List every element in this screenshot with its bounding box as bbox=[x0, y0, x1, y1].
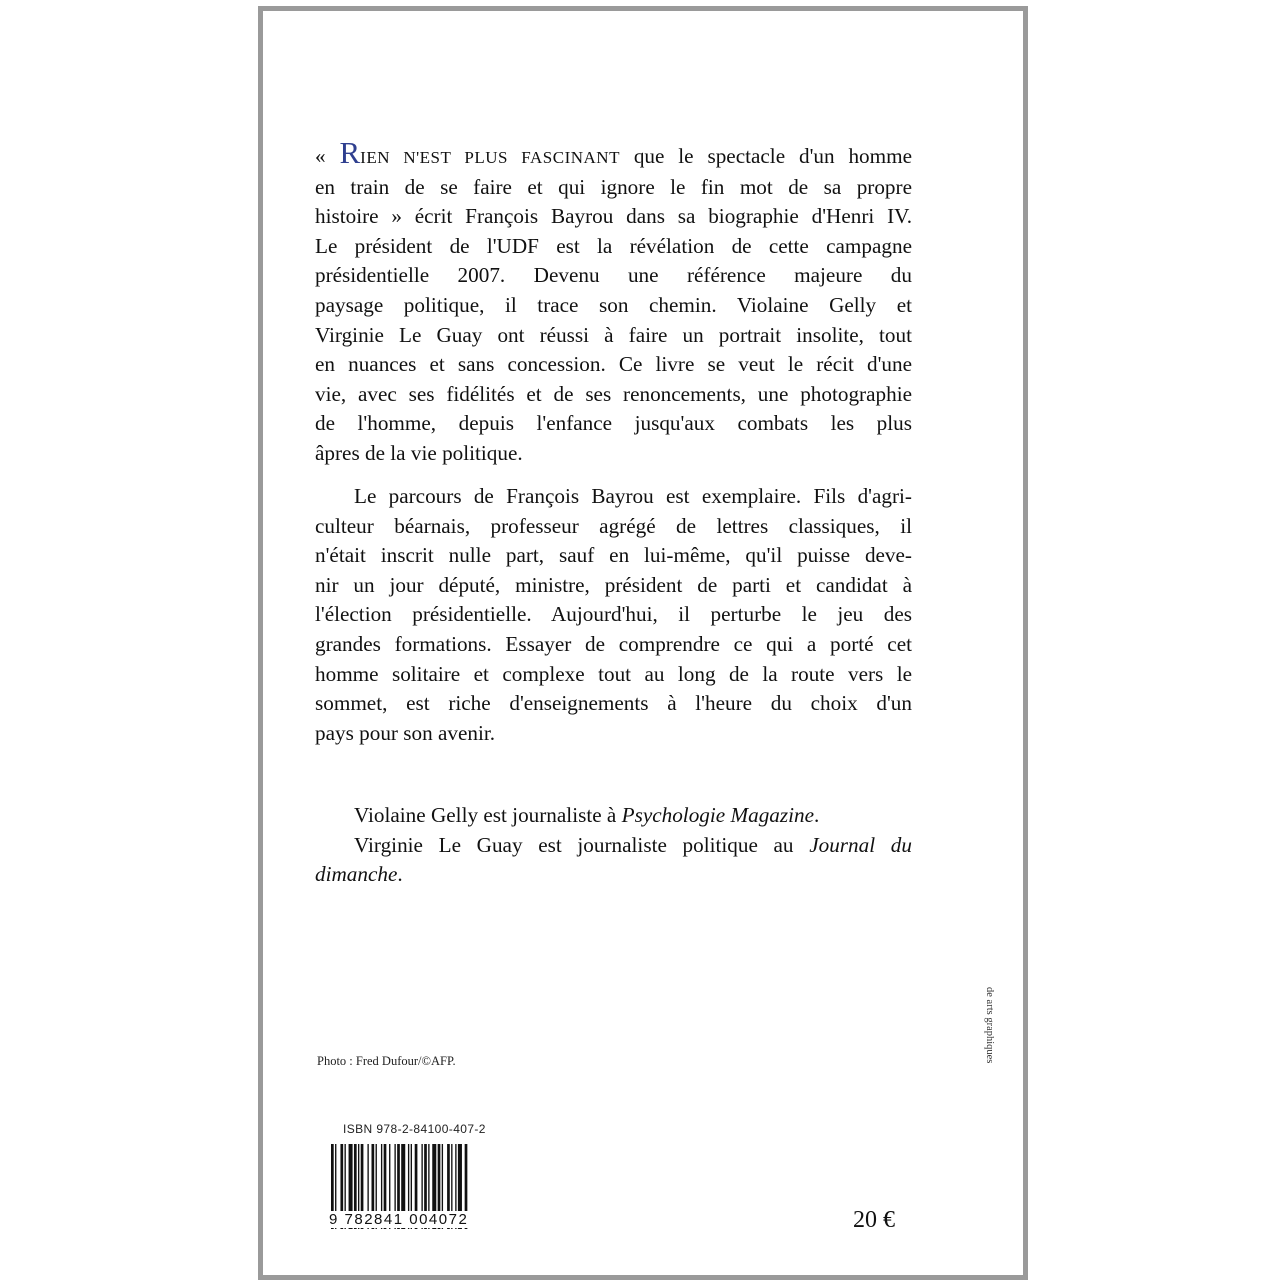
authors-paragraph bbox=[315, 801, 912, 890]
body-line: nir un jour député, ministre, président de parti et candidat à bbox=[315, 572, 912, 597]
intro-line: vie, avec ses fidélités et de ses renoncements, une photographie bbox=[315, 381, 912, 406]
side-credit: de arts graphiques bbox=[984, 987, 995, 1064]
author-leguay-line-2 bbox=[315, 860, 912, 890]
intro-line: présidentielle 2007. Devenu une référence majeure du bbox=[315, 263, 912, 288]
book-back-cover bbox=[258, 6, 1028, 1280]
publication-dimanche: dimanche bbox=[315, 862, 398, 887]
intro-line: histoire » écrit François Bayrou dans sa biographie d'Henri IV. bbox=[315, 204, 912, 229]
drop-cap: R bbox=[339, 135, 361, 170]
body-line: homme solitaire et complexe tout au long de la route vers le bbox=[315, 661, 912, 686]
body-line: n'était inscrit nulle part, sauf en lui-même, qu'il puisse deve- bbox=[315, 543, 912, 568]
open-quote: « bbox=[315, 144, 340, 168]
intro-line: en nuances et sans concession. Ce livre se veut le récit d'une bbox=[315, 352, 912, 377]
body-line: pays pour son avenir. bbox=[315, 720, 496, 745]
intro-line-1 bbox=[315, 137, 912, 173]
intro-line: Le président de l'UDF est la révélation de cette campagne bbox=[315, 233, 912, 258]
intro-line: âpres de la vie politique. bbox=[315, 440, 523, 465]
body-line: grandes formations. Essayer de comprendre ce qui a porté cet bbox=[315, 631, 912, 656]
body-line: culteur béarnais, professeur agrégé de lettres classiques, il bbox=[315, 513, 912, 538]
intro-line: paysage politique, il trace son chemin. Violaine Gelly et bbox=[315, 292, 912, 317]
author-leguay-line bbox=[315, 831, 912, 861]
intro-paragraph bbox=[315, 137, 912, 469]
photo-credit: Photo : Fred Dufour/©AFP. bbox=[317, 1054, 456, 1068]
publication-journal-du: Journal du bbox=[809, 832, 912, 857]
body-paragraph bbox=[315, 482, 912, 748]
author-gelly-line bbox=[315, 801, 912, 831]
body-line: Le parcours de François Bayrou est exemplaire. Fils d'agri- bbox=[354, 484, 912, 508]
author-gelly-text: Violaine Gelly est journaliste à bbox=[354, 803, 622, 827]
isbn-label: ISBN 978-2-84100-407-2 bbox=[343, 1122, 486, 1136]
intro-line-1-rest: que le spectacle d'un homme bbox=[619, 144, 913, 168]
publication-psychologie-magazine: Psychologie Magazine bbox=[621, 803, 815, 827]
intro-line: en train de se faire et qui ignore le fin mot de sa propre bbox=[315, 174, 912, 199]
small-caps-lead: IEN N'EST PLUS FASCINANT bbox=[360, 148, 620, 167]
body-line: l'élection présidentielle. Aujourd'hui, il perturbe le jeu des bbox=[315, 602, 912, 627]
intro-line: Virginie Le Guay ont réussi à faire un portrait insolite, tout bbox=[315, 322, 912, 347]
author-leguay-period: . bbox=[397, 862, 403, 887]
intro-line: de l'homme, depuis l'enfance jusqu'aux combats les plus bbox=[315, 411, 912, 436]
author-leguay-text: Virginie Le Guay est journaliste politique au bbox=[354, 832, 810, 857]
author-gelly-period: . bbox=[814, 803, 820, 827]
barcode-digits: 9 782841 004072 bbox=[329, 1211, 469, 1228]
price: 20 € bbox=[853, 1207, 895, 1233]
body-line: sommet, est riche d'enseignements à l'heure du choix d'un bbox=[315, 691, 912, 716]
